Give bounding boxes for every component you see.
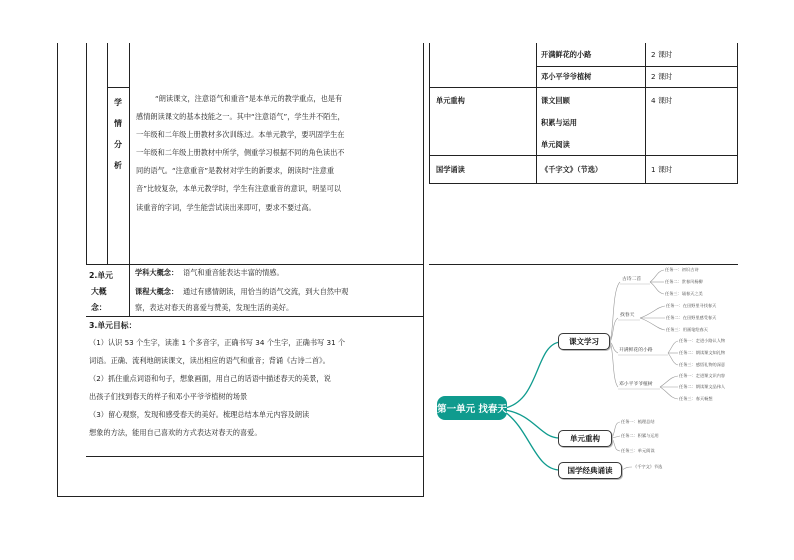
xueqing-label-text: 学情分析	[114, 98, 122, 170]
connector-chonggou-leaf3	[612, 438, 620, 451]
goal-line: 想象的方法，能用自己喜欢的方式表达对春天的喜爱。	[89, 428, 262, 437]
mindmap-leaf: 任务三：诵春天之美	[665, 291, 703, 296]
mindmap-sub-gushi: 古诗二首	[622, 277, 642, 282]
connector-sub3-leaf3	[668, 353, 678, 365]
goal-line: 词语。正确、流利地朗读课文，读出相应的语气和重音；背诵《古诗二首》。	[89, 356, 330, 365]
goal-line: （2）抓住重点词语和句子，想象画面，用自己的话语中描述春天的美景，说	[89, 374, 331, 383]
connector-sub1-leaf3	[650, 282, 664, 294]
mindmap-leaf: 任务一：走进课文识内容	[679, 373, 726, 378]
course-concept-line-2: 察，表达对春天的喜爱与赞美，发现生活的美好。	[135, 303, 294, 312]
mindmap-leaf: 任务一：在田野里寻找春天	[666, 303, 717, 308]
goal-line: （3）留心观察，发现和感受春天的美好。梳理总结本单元内容及朗读	[89, 410, 310, 419]
mindmap-leaf: 《千字文》节选	[633, 464, 663, 469]
connector-sub1-leaf1	[650, 270, 664, 282]
mindmap-sub-zhishu: 邓小平爷爷植树	[619, 382, 653, 387]
mindmap-leaf: 任务一：梳理总结	[621, 419, 655, 424]
goal-line: 出孩子们找到春天的样子和邓小平爷爷植树的场景	[89, 392, 248, 401]
mindmap-leaf: 任务一：走进小路认人物	[679, 338, 726, 343]
mindmap-leaf: 任务三：春天畅想	[679, 396, 713, 401]
mindmap-leaf: 任务二：积累与运用	[621, 433, 659, 438]
row-lesson-3: 开满鲜花的小路	[541, 50, 592, 59]
mindmap-branch-guoxue	[558, 462, 622, 479]
mindmap-branch-chonggou	[558, 430, 612, 447]
connector-chonggou-leaf1	[612, 422, 620, 438]
row-chonggou-hours: 4 课时	[651, 96, 673, 105]
connector-kewen-sub2	[610, 318, 618, 342]
section2-label-1: 2.单元	[89, 271, 113, 280]
connector-sub2-leaf1	[640, 306, 665, 318]
xueqing-line: “朗读课文，注意语气和重音”是本单元的教学重点，也是有	[155, 94, 343, 103]
mindmap-leaf: 任务二：在田野里感受春天	[666, 315, 717, 320]
row-chonggou-item-3: 单元阅读	[541, 140, 570, 149]
mindmap-branch-kewen-text: 课文学习	[569, 337, 599, 346]
row-chonggou-label: 单元重构	[436, 96, 465, 105]
mindmap-sub-zhaochuntian: 找春天	[620, 313, 635, 318]
course-concept-label: 课程大概念：	[135, 287, 179, 296]
connector-root-chonggou	[505, 410, 560, 438]
connector-root-guoxue	[505, 412, 560, 470]
mindmap-leaf: 任务二：朗读课文品伟人	[679, 384, 726, 389]
row-chonggou-item-1: 课文回顾	[541, 96, 570, 105]
row-chonggou-item-2: 积累与运用	[541, 118, 577, 127]
subject-concept-text: 语气和重音能表达丰富的情感。	[183, 268, 284, 277]
connector-sub4-leaf3	[660, 387, 678, 399]
row-guoxue-label: 国学诵读	[436, 165, 465, 174]
connector-chonggou-leaf2	[612, 436, 620, 438]
mindmap-root	[437, 396, 507, 420]
section3-label: 3.单元目标：	[89, 321, 137, 330]
row-lesson-3-hours: 2 课时	[651, 50, 673, 59]
mindmap-leaf: 任务三：感悟礼物的深意	[679, 362, 726, 367]
subject-concept-label: 学科大概念：	[135, 268, 179, 277]
section2-label-3: 念：	[91, 303, 107, 312]
section2-label-2: 大概	[91, 287, 107, 296]
connector-guoxue-leaf	[622, 467, 632, 470]
connector-sub4-leaf1	[660, 376, 678, 387]
connector-sub2-leaf3	[640, 318, 665, 330]
mindmap-leaf: 任务三：单元阅读	[621, 448, 655, 453]
mindmap-branch-guoxue-text: 国学经典诵读	[567, 466, 613, 475]
xueqing-line: 一年级和二年级上册教材中所学，侧重学习根据不同的角色读出不	[136, 148, 345, 157]
xueqing-line: 感情朗读课文的基本技能之一。其中“注意语气”，学生并不陌生，	[136, 112, 345, 121]
xueqing-line: 一年级和二年级上册教材多次训练过。本单元教学，要巩固学生在	[136, 130, 345, 139]
connector-sub3-leaf1	[668, 341, 678, 353]
row-guoxue-hours: 1 课时	[651, 165, 673, 174]
mindmap-leaf: 任务二：朗读课文知礼物	[679, 350, 726, 355]
row-lesson-4-hours: 2 课时	[651, 72, 673, 81]
mindmap-leaf: 任务二：赏春风杨柳	[665, 279, 703, 284]
goal-line: （1）认识 53 个生字，读准 1 个多音字，正确书写 34 个生字，正确书写 31 个	[89, 338, 346, 347]
mindmap-root-text: 第一单元 找春天	[437, 404, 507, 415]
xueqing-line: 音”比较复杂，本单元教学时，学生有注意重音的意识，明显可以	[136, 184, 341, 193]
xueqing-line: 读重音的字词，学生能尝试读出来即可，要求不要过高。	[136, 203, 316, 212]
course-concept-line-1: 通过有感情朗读，用恰当的语气交流，到大自然中观	[183, 287, 349, 296]
mindmap-leaf: 任务一：初识古诗	[665, 267, 699, 272]
connector-kewen-sub1	[610, 282, 620, 342]
mindmap-leaf: 任务三：用画笔绘春天	[666, 327, 708, 332]
connector-root-kewen	[505, 342, 560, 408]
mindmap-branch-chonggou-text: 单元重构	[570, 434, 600, 443]
xueqing-line: 同的语气。“注意重音”是教材对学生的新要求，朗读时“注意重	[136, 166, 335, 175]
row-guoxue-item: 《千字文》（节选）	[541, 165, 603, 174]
row-lesson-4: 邓小平爷爷植树	[541, 72, 592, 81]
mindmap-sub-xiaolu: 开满鲜花的小路	[619, 348, 653, 353]
mindmap-branch-kewen	[558, 333, 610, 350]
